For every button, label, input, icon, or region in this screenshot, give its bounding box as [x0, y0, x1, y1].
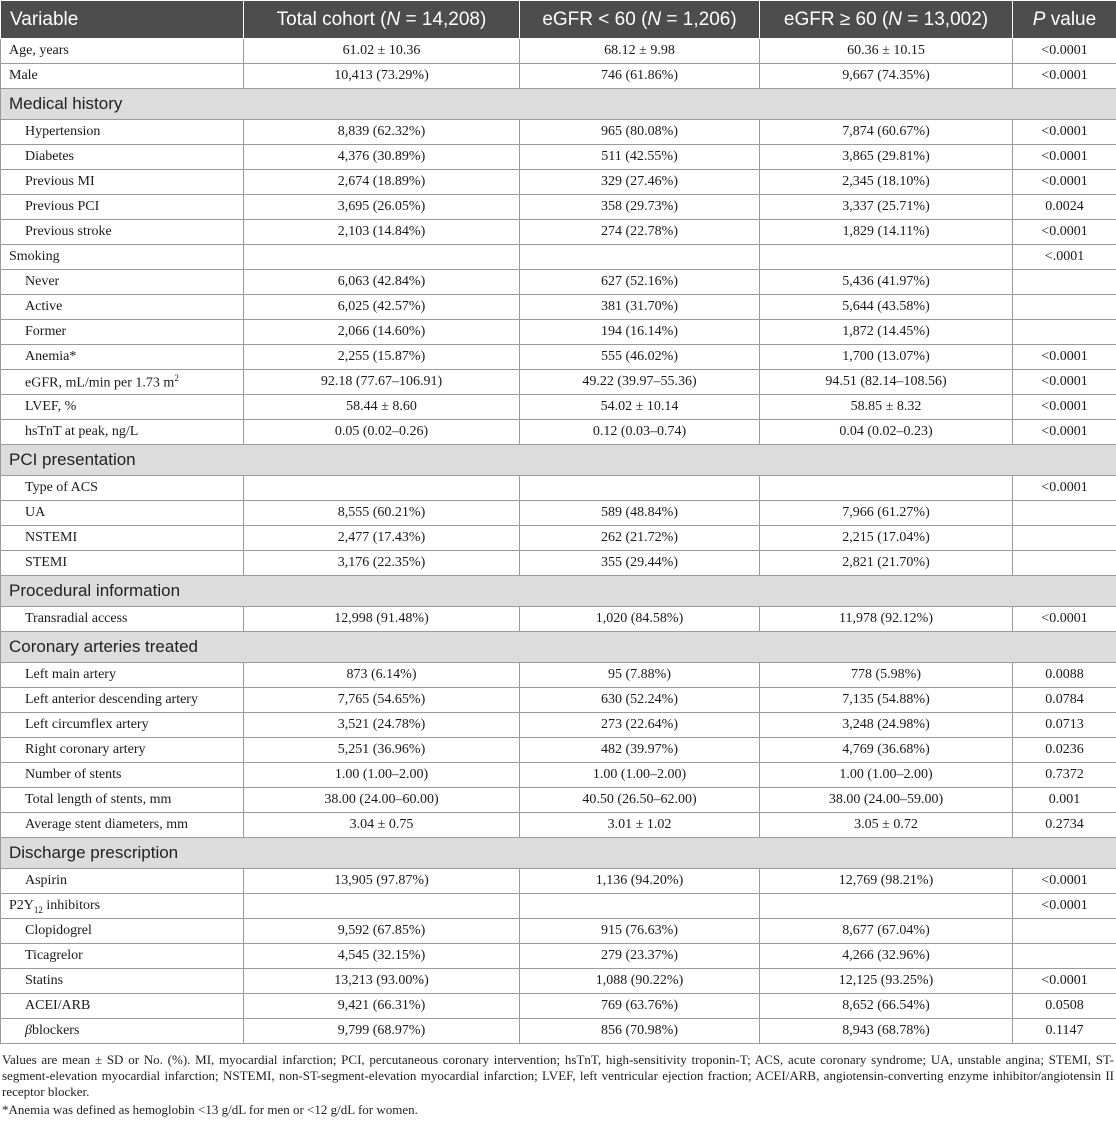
header-total-cohort: Total cohort (N = 14,208)	[244, 1, 520, 39]
table-row	[1, 476, 1116, 501]
cell-p-value: <0.0001	[1013, 170, 1116, 195]
cell-p-value	[1013, 919, 1116, 944]
cell-egfr-lt60: 3.01 ± 1.02	[520, 813, 760, 838]
header-variable: Variable	[1, 1, 244, 39]
row-label: Active	[1, 295, 244, 320]
cell-p-value: <.0001	[1013, 245, 1116, 270]
cell-p-value: 0.1147	[1013, 1019, 1116, 1044]
cell-egfr-ge60: 7,135 (54.88%)	[760, 688, 1013, 713]
table-row	[1, 170, 1116, 195]
cell-total-cohort: 8,839 (62.32%)	[244, 120, 520, 145]
cell-egfr-ge60: 2,215 (17.04%)	[760, 526, 1013, 551]
table-row	[1, 738, 1116, 763]
table-row	[1, 763, 1116, 788]
section-title: Procedural information	[1, 576, 1116, 607]
cell-p-value: 0.0236	[1013, 738, 1116, 763]
cell-egfr-lt60: 482 (39.97%)	[520, 738, 760, 763]
table-row	[1, 994, 1116, 1019]
cell-egfr-ge60: 7,966 (61.27%)	[760, 501, 1013, 526]
cell-egfr-ge60	[760, 476, 1013, 501]
row-label: Age, years	[1, 39, 244, 64]
header-egfr-lt60: eGFR < 60 (N = 1,206)	[520, 1, 760, 39]
cell-p-value	[1013, 944, 1116, 969]
cell-egfr-lt60: 194 (16.14%)	[520, 320, 760, 345]
table-row	[1, 395, 1116, 420]
cell-egfr-lt60	[520, 894, 760, 919]
cell-egfr-lt60: 1,088 (90.22%)	[520, 969, 760, 994]
row-label: Aspirin	[1, 869, 244, 894]
table-row	[1, 813, 1116, 838]
table-row	[1, 1019, 1116, 1044]
header-p-value: P value	[1013, 1, 1116, 39]
cell-egfr-lt60: 1,020 (84.58%)	[520, 607, 760, 632]
row-label: Clopidogrel	[1, 919, 244, 944]
row-label: βblockers	[1, 1019, 244, 1044]
cell-egfr-lt60: 355 (29.44%)	[520, 551, 760, 576]
cell-egfr-ge60: 4,266 (32.96%)	[760, 944, 1013, 969]
cell-egfr-ge60	[760, 245, 1013, 270]
cell-egfr-lt60: 0.12 (0.03–0.74)	[520, 420, 760, 445]
cell-egfr-lt60: 49.22 (39.97–55.36)	[520, 370, 760, 395]
cell-p-value: <0.0001	[1013, 869, 1116, 894]
table-row	[1, 345, 1116, 370]
cell-total-cohort: 8,555 (60.21%)	[244, 501, 520, 526]
cell-egfr-lt60: 68.12 ± 9.98	[520, 39, 760, 64]
row-label: eGFR, mL/min per 1.73 $m^2$	[1, 370, 244, 395]
cell-egfr-ge60: 8,677 (67.04%)	[760, 919, 1013, 944]
row-label: Type of ACS	[1, 476, 244, 501]
table-row	[1, 944, 1116, 969]
cell-total-cohort: 9,592 (67.85%)	[244, 919, 520, 944]
cell-egfr-ge60: 8,943 (68.78%)	[760, 1019, 1013, 1044]
cell-p-value: <0.0001	[1013, 345, 1116, 370]
table-row	[1, 145, 1116, 170]
cell-p-value: 0.0024	[1013, 195, 1116, 220]
cell-egfr-lt60: 1.00 (1.00–2.00)	[520, 763, 760, 788]
cell-p-value	[1013, 526, 1116, 551]
cell-egfr-lt60: 915 (76.63%)	[520, 919, 760, 944]
cell-total-cohort: 2,674 (18.89%)	[244, 170, 520, 195]
table-row	[1, 894, 1116, 919]
row-label: STEMI	[1, 551, 244, 576]
row-label: Male	[1, 64, 244, 89]
cell-egfr-lt60	[520, 476, 760, 501]
table-row	[1, 295, 1116, 320]
cell-total-cohort: 4,376 (30.89%)	[244, 145, 520, 170]
cell-p-value: <0.0001	[1013, 969, 1116, 994]
row-label: Average stent diameters, mm	[1, 813, 244, 838]
cell-total-cohort: 9,421 (66.31%)	[244, 994, 520, 1019]
cell-egfr-ge60: 7,874 (60.67%)	[760, 120, 1013, 145]
cell-egfr-lt60: 274 (22.78%)	[520, 220, 760, 245]
cell-total-cohort: 61.02 ± 10.36	[244, 39, 520, 64]
section-row	[1, 576, 1116, 607]
cell-p-value: <0.0001	[1013, 607, 1116, 632]
cell-egfr-lt60: 358 (29.73%)	[520, 195, 760, 220]
table-row	[1, 270, 1116, 295]
cell-total-cohort: 13,905 (97.87%)	[244, 869, 520, 894]
row-label: Left circumflex artery	[1, 713, 244, 738]
table-row	[1, 607, 1116, 632]
cell-total-cohort: 2,066 (14.60%)	[244, 320, 520, 345]
cell-p-value: <0.0001	[1013, 476, 1116, 501]
cell-egfr-ge60: 5,436 (41.97%)	[760, 270, 1013, 295]
cell-egfr-ge60: 11,978 (92.12%)	[760, 607, 1013, 632]
row-label: Previous stroke	[1, 220, 244, 245]
cell-total-cohort	[244, 894, 520, 919]
table-row	[1, 195, 1116, 220]
row-label: NSTEMI	[1, 526, 244, 551]
table-row	[1, 969, 1116, 994]
cell-total-cohort: 7,765 (54.65%)	[244, 688, 520, 713]
cell-egfr-ge60: 8,652 (66.54%)	[760, 994, 1013, 1019]
cell-p-value: <0.0001	[1013, 395, 1116, 420]
row-label: Previous PCI	[1, 195, 244, 220]
row-label: hsTnT at peak, ng/L	[1, 420, 244, 445]
cell-egfr-lt60: 1,136 (94.20%)	[520, 869, 760, 894]
row-label: Smoking	[1, 245, 244, 270]
cell-total-cohort	[244, 245, 520, 270]
cell-p-value: 0.001	[1013, 788, 1116, 813]
cell-p-value	[1013, 270, 1116, 295]
cell-egfr-lt60: 627 (52.16%)	[520, 270, 760, 295]
row-label: Statins	[1, 969, 244, 994]
row-label: Never	[1, 270, 244, 295]
cell-egfr-lt60: 511 (42.55%)	[520, 145, 760, 170]
cell-egfr-ge60: 4,769 (36.68%)	[760, 738, 1013, 763]
cell-p-value	[1013, 320, 1116, 345]
cell-p-value: <0.0001	[1013, 370, 1116, 395]
cell-p-value: 0.0713	[1013, 713, 1116, 738]
cell-p-value	[1013, 295, 1116, 320]
cell-total-cohort: 58.44 ± 8.60	[244, 395, 520, 420]
row-label: Anemia*	[1, 345, 244, 370]
cell-p-value: <0.0001	[1013, 894, 1116, 919]
row-label: $P2Y_{12}$ inhibitors	[1, 894, 244, 919]
cell-total-cohort: 2,255 (15.87%)	[244, 345, 520, 370]
cell-egfr-lt60	[520, 245, 760, 270]
table-row	[1, 320, 1116, 345]
cell-total-cohort: 6,025 (42.57%)	[244, 295, 520, 320]
table-row	[1, 39, 1116, 64]
cell-p-value: 0.0088	[1013, 663, 1116, 688]
header-row	[1, 1, 1116, 39]
table-row	[1, 370, 1116, 395]
cell-p-value	[1013, 551, 1116, 576]
cell-egfr-ge60: 9,667 (74.35%)	[760, 64, 1013, 89]
table-row	[1, 120, 1116, 145]
cell-total-cohort: 2,103 (14.84%)	[244, 220, 520, 245]
cell-total-cohort: 3.04 ± 0.75	[244, 813, 520, 838]
cell-egfr-lt60: 381 (31.70%)	[520, 295, 760, 320]
cell-total-cohort: 3,521 (24.78%)	[244, 713, 520, 738]
cell-egfr-lt60: 965 (80.08%)	[520, 120, 760, 145]
cell-egfr-ge60: 5,644 (43.58%)	[760, 295, 1013, 320]
cell-egfr-ge60: 0.04 (0.02–0.23)	[760, 420, 1013, 445]
row-label: Previous MI	[1, 170, 244, 195]
cell-total-cohort: 13,213 (93.00%)	[244, 969, 520, 994]
cell-p-value: <0.0001	[1013, 120, 1116, 145]
cell-egfr-lt60: 95 (7.88%)	[520, 663, 760, 688]
cell-total-cohort: 5,251 (36.96%)	[244, 738, 520, 763]
cell-egfr-ge60: 1,700 (13.07%)	[760, 345, 1013, 370]
cell-egfr-ge60: 3,337 (25.71%)	[760, 195, 1013, 220]
section-row	[1, 445, 1116, 476]
footnote: Values are mean ± SD or No. (%). MI, myocardial infarction; PCI, percutaneous coronary intervention; hsTnT, high-sensitivity troponin-T; ACS, acute coronary syndrome; UA, unstable angina; STEMI, ST-segment-elevation myocardial infarction; NSTEMI, non-ST-segment-elevation myocardial infarction; LVEF, left ventricular ejection fraction; ACEI/ARB, angiotensin-converting enzyme inhibitor/angiotensin II receptor blocker.	[2, 1052, 1114, 1099]
cell-total-cohort	[244, 476, 520, 501]
table-row	[1, 220, 1116, 245]
cell-egfr-ge60: 3,865 (29.81%)	[760, 145, 1013, 170]
cell-p-value: <0.0001	[1013, 220, 1116, 245]
cell-total-cohort: 38.00 (24.00–60.00)	[244, 788, 520, 813]
cell-total-cohort: 2,477 (17.43%)	[244, 526, 520, 551]
cell-total-cohort: 1.00 (1.00–2.00)	[244, 763, 520, 788]
section-title: Coronary arteries treated	[1, 632, 1116, 663]
cell-total-cohort: 0.05 (0.02–0.26)	[244, 420, 520, 445]
cell-p-value: 0.0508	[1013, 994, 1116, 1019]
cell-egfr-lt60: 54.02 ± 10.14	[520, 395, 760, 420]
header-egfr-ge60: eGFR ≥ 60 (N = 13,002)	[760, 1, 1013, 39]
cell-total-cohort: 4,545 (32.15%)	[244, 944, 520, 969]
cell-p-value: 0.0784	[1013, 688, 1116, 713]
cell-egfr-ge60: 1,872 (14.45%)	[760, 320, 1013, 345]
cell-total-cohort: 92.18 (77.67–106.91)	[244, 370, 520, 395]
row-label: LVEF, %	[1, 395, 244, 420]
cell-egfr-ge60: 94.51 (82.14–108.56)	[760, 370, 1013, 395]
table-row	[1, 526, 1116, 551]
cell-total-cohort: 6,063 (42.84%)	[244, 270, 520, 295]
section-row	[1, 838, 1116, 869]
cell-egfr-ge60: 3,248 (24.98%)	[760, 713, 1013, 738]
table-row	[1, 688, 1116, 713]
cell-egfr-lt60: 746 (61.86%)	[520, 64, 760, 89]
table-row	[1, 788, 1116, 813]
cell-egfr-ge60: 12,125 (93.25%)	[760, 969, 1013, 994]
cell-egfr-lt60: 329 (27.46%)	[520, 170, 760, 195]
cell-egfr-lt60: 40.50 (26.50–62.00)	[520, 788, 760, 813]
section-title: Discharge prescription	[1, 838, 1116, 869]
row-label: UA	[1, 501, 244, 526]
row-label: Diabetes	[1, 145, 244, 170]
cell-total-cohort: 3,176 (22.35%)	[244, 551, 520, 576]
section-title: PCI presentation	[1, 445, 1116, 476]
row-label: Left anterior descending artery	[1, 688, 244, 713]
cell-egfr-ge60: 778 (5.98%)	[760, 663, 1013, 688]
row-label: ACEI/ARB	[1, 994, 244, 1019]
table-row	[1, 663, 1116, 688]
cell-p-value	[1013, 501, 1116, 526]
cell-p-value: <0.0001	[1013, 420, 1116, 445]
cell-egfr-ge60: 60.36 ± 10.15	[760, 39, 1013, 64]
cell-total-cohort: 3,695 (26.05%)	[244, 195, 520, 220]
table-row	[1, 420, 1116, 445]
cell-egfr-ge60: 2,821 (21.70%)	[760, 551, 1013, 576]
cell-egfr-lt60: 273 (22.64%)	[520, 713, 760, 738]
cell-egfr-ge60: 2,345 (18.10%)	[760, 170, 1013, 195]
cell-egfr-ge60: 12,769 (98.21%)	[760, 869, 1013, 894]
cell-egfr-ge60: 3.05 ± 0.72	[760, 813, 1013, 838]
cell-total-cohort: 10,413 (73.29%)	[244, 64, 520, 89]
table-row	[1, 501, 1116, 526]
table-row	[1, 551, 1116, 576]
cell-total-cohort: 12,998 (91.48%)	[244, 607, 520, 632]
table-row	[1, 245, 1116, 270]
table-row	[1, 869, 1116, 894]
cell-p-value: <0.0001	[1013, 64, 1116, 89]
cell-egfr-lt60: 856 (70.98%)	[520, 1019, 760, 1044]
table-row	[1, 713, 1116, 738]
cell-egfr-lt60: 555 (46.02%)	[520, 345, 760, 370]
row-label: Hypertension	[1, 120, 244, 145]
cell-egfr-lt60: 262 (21.72%)	[520, 526, 760, 551]
cell-egfr-lt60: 589 (48.84%)	[520, 501, 760, 526]
section-title: Medical history	[1, 89, 1116, 120]
cell-p-value: <0.0001	[1013, 145, 1116, 170]
table-row	[1, 64, 1116, 89]
footnote-anemia: *Anemia was defined as hemoglobin <13 g/dL for men or <12 g/dL for women.	[2, 1102, 418, 1117]
cell-egfr-lt60: 630 (52.24%)	[520, 688, 760, 713]
cell-p-value: 0.2734	[1013, 813, 1116, 838]
section-row	[1, 632, 1116, 663]
row-label: Total length of stents, mm	[1, 788, 244, 813]
cell-p-value: <0.0001	[1013, 39, 1116, 64]
row-label: Number of stents	[1, 763, 244, 788]
cell-egfr-lt60: 769 (63.76%)	[520, 994, 760, 1019]
cell-p-value: 0.7372	[1013, 763, 1116, 788]
cell-egfr-ge60: 38.00 (24.00–59.00)	[760, 788, 1013, 813]
table-body	[1, 39, 1116, 1044]
cell-egfr-lt60: 279 (23.37%)	[520, 944, 760, 969]
row-label: Former	[1, 320, 244, 345]
cell-egfr-ge60: 1.00 (1.00–2.00)	[760, 763, 1013, 788]
row-label: Right coronary artery	[1, 738, 244, 763]
cell-total-cohort: 9,799 (68.97%)	[244, 1019, 520, 1044]
table-row	[1, 919, 1116, 944]
cell-egfr-ge60	[760, 894, 1013, 919]
cell-egfr-ge60: 1,829 (14.11%)	[760, 220, 1013, 245]
row-label: Ticagrelor	[1, 944, 244, 969]
cell-egfr-ge60: 58.85 ± 8.32	[760, 395, 1013, 420]
section-row	[1, 89, 1116, 120]
cell-total-cohort: 873 (6.14%)	[244, 663, 520, 688]
row-label: Left main artery	[1, 663, 244, 688]
row-label: Transradial access	[1, 607, 244, 632]
